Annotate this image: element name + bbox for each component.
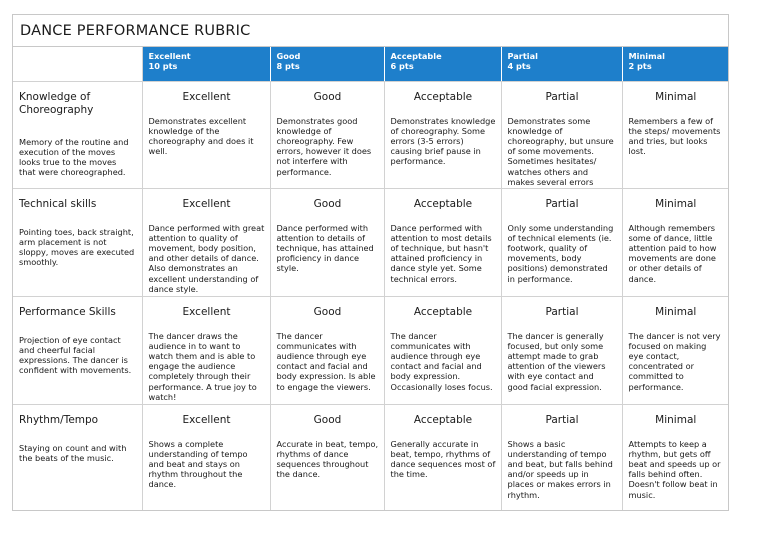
rubric-table-container (12, 14, 729, 511)
cell-description: Demonstrates good knowledge of choreography. Few errors, however it does not interfere with performance. (276, 115, 372, 177)
cell-level-title: Acceptable (413, 305, 473, 318)
cell-level-title: Excellent (182, 90, 231, 103)
title-bar (13, 15, 728, 47)
criterion-cell (13, 296, 142, 404)
cell-description: Remembers a few of the steps/ movements and tries, but looks lost. (628, 115, 721, 157)
cell-level-title: Acceptable (413, 413, 473, 426)
criterion-row-rhythm-tempo (13, 404, 728, 510)
cell-level-title: Partial (545, 305, 579, 318)
level-cell-partial (501, 296, 622, 404)
level-cell-acceptable (384, 81, 501, 188)
cell-description: The dancer is not very focused on making eye contact, concentrated or committed to performance. (628, 330, 721, 392)
level-cell-excellent (142, 188, 270, 296)
cell-description: Dance performed with great attention to quality of movement, body position, and other details of dance. Also demonstrates an excellent understanding of dance style. (148, 222, 265, 294)
level-label: Minimal (628, 51, 665, 61)
criterion-cell (13, 404, 142, 510)
cell-description: The dancer communicates with audience through eye contact and facial and body expression. Occasionally loses focus. (390, 330, 493, 392)
cell-level-title: Partial (545, 90, 579, 103)
cell-description: Shows a complete understanding of tempo and beat and stays on rhythm throughout the dance. (148, 438, 248, 490)
cell-description: Generally accurate in beat, tempo, rhythms of dance sequences most of the time. (390, 438, 496, 480)
level-header-good (270, 47, 384, 81)
level-points: 6 pts (390, 61, 414, 71)
cell-level-title: Excellent (182, 197, 231, 210)
cell-level-title: Excellent (182, 413, 231, 426)
criterion-name: Technical skills (19, 197, 97, 210)
level-header-acceptable (384, 47, 501, 81)
criterion-cell (13, 188, 142, 296)
cell-description: Demonstrates knowledge of choreography. Some errors (3-5 errors) causing brief pause in performance. (390, 115, 496, 167)
cell-description: The dancer communicates with audience through eye contact and facial and body expression. Is able to engage the viewers. (276, 330, 376, 392)
cell-level-title: Acceptable (413, 197, 473, 210)
level-cell-minimal (622, 81, 728, 188)
cell-level-title: Minimal (655, 305, 697, 318)
criterion-description: Memory of the routine and execution of the moves looks true to the moves that were choreographed. (19, 136, 129, 178)
cell-level-title: Good (313, 413, 342, 426)
level-header-minimal (622, 47, 728, 81)
criterion-description: Pointing toes, back straight, arm placement is not sloppy, moves are executed smoothly. (19, 226, 135, 268)
cell-description: Only some understanding of technical elements (ie. footwork, quality of movements, body positions) demonstrated in performance. (507, 222, 614, 284)
criterion-cell (13, 81, 142, 188)
cell-level-title: Minimal (655, 413, 697, 426)
criterion-name: Rhythm/Tempo (19, 413, 99, 426)
level-label: Good (276, 51, 301, 61)
cell-description: Dance performed with attention to details of technique, has attained proficiency in dance style. (276, 222, 374, 274)
header-corner (13, 47, 142, 81)
rubric-title: DANCE PERFORMANCE RUBRIC (20, 22, 251, 39)
level-cell-good (270, 404, 384, 510)
criterion-row-performance-skills (13, 296, 728, 404)
level-cell-minimal (622, 404, 728, 510)
level-header-row (13, 47, 728, 81)
level-cell-partial (501, 81, 622, 188)
level-cell-minimal (622, 188, 728, 296)
rubric-table (13, 47, 728, 510)
level-cell-good (270, 81, 384, 188)
cell-description: Demonstrates excellent knowledge of the choreography and does it well. (148, 115, 254, 157)
level-cell-partial (501, 404, 622, 510)
level-label: Partial (507, 51, 538, 61)
cell-level-title: Minimal (655, 197, 697, 210)
cell-level-title: Acceptable (413, 90, 473, 103)
level-cell-excellent (142, 296, 270, 404)
level-header-excellent (142, 47, 270, 81)
level-cell-acceptable (384, 188, 501, 296)
cell-description: Attempts to keep a rhythm, but gets off beat and speeds up or falls behind often. Doesn't follow beat in music. (628, 438, 721, 500)
level-label: Acceptable (390, 51, 442, 61)
level-cell-partial (501, 188, 622, 296)
cell-level-title: Good (313, 90, 342, 103)
cell-description: Shows a basic understanding of tempo and beat, but falls behind and/or speeds up in places or makes errors in rhythm. (507, 438, 613, 500)
cell-description: The dancer draws the audience in to want to watch them and is able to engage the audience completely through their performance. A true joy to watch! (148, 330, 257, 402)
criterion-row-technical-skills (13, 188, 728, 296)
criterion-description: Projection of eye contact and cheerful facial expressions. The dancer is confident with movements. (19, 334, 132, 376)
criterion-name: Performance Skills (19, 305, 116, 318)
cell-level-title: Good (313, 305, 342, 318)
level-cell-good (270, 188, 384, 296)
level-cell-minimal (622, 296, 728, 404)
criterion-name: Knowledge of Choreography (19, 90, 94, 116)
level-cell-acceptable (384, 404, 501, 510)
level-cell-excellent (142, 81, 270, 188)
cell-description: Accurate in beat, tempo, rhythms of dance sequences throughout the dance. (276, 438, 379, 480)
level-header-partial (501, 47, 622, 81)
level-label: Excellent (148, 51, 191, 61)
level-cell-good (270, 296, 384, 404)
level-points: 8 pts (276, 61, 300, 71)
cell-description: The dancer is generally focused, but only some attempt made to grab attention of the viewers with eye contact and good facial expression. (507, 330, 606, 392)
level-points: 2 pts (628, 61, 652, 71)
cell-description: Dance performed with attention to most details of technique, but hasn't attained proficiency in dance style yet. Some technical errors. (390, 222, 492, 284)
level-points: 4 pts (507, 61, 531, 71)
cell-level-title: Minimal (655, 90, 697, 103)
level-cell-acceptable (384, 296, 501, 404)
level-cell-excellent (142, 404, 270, 510)
cell-description: Although remembers some of dance, little attention paid to how movements are done or other details of dance. (628, 222, 717, 284)
cell-level-title: Partial (545, 413, 579, 426)
cell-level-title: Excellent (182, 305, 231, 318)
cell-level-title: Partial (545, 197, 579, 210)
criterion-description: Staying on count and with the beats of the music. (19, 442, 127, 463)
level-points: 10 pts (148, 61, 178, 71)
criterion-row-knowledge-of-choreography (13, 81, 728, 188)
cell-level-title: Good (313, 197, 342, 210)
cell-description: Demonstrates some knowledge of choreography, but unsure of some movements. Sometimes hesitates/ watches others and makes several errors (507, 115, 614, 187)
